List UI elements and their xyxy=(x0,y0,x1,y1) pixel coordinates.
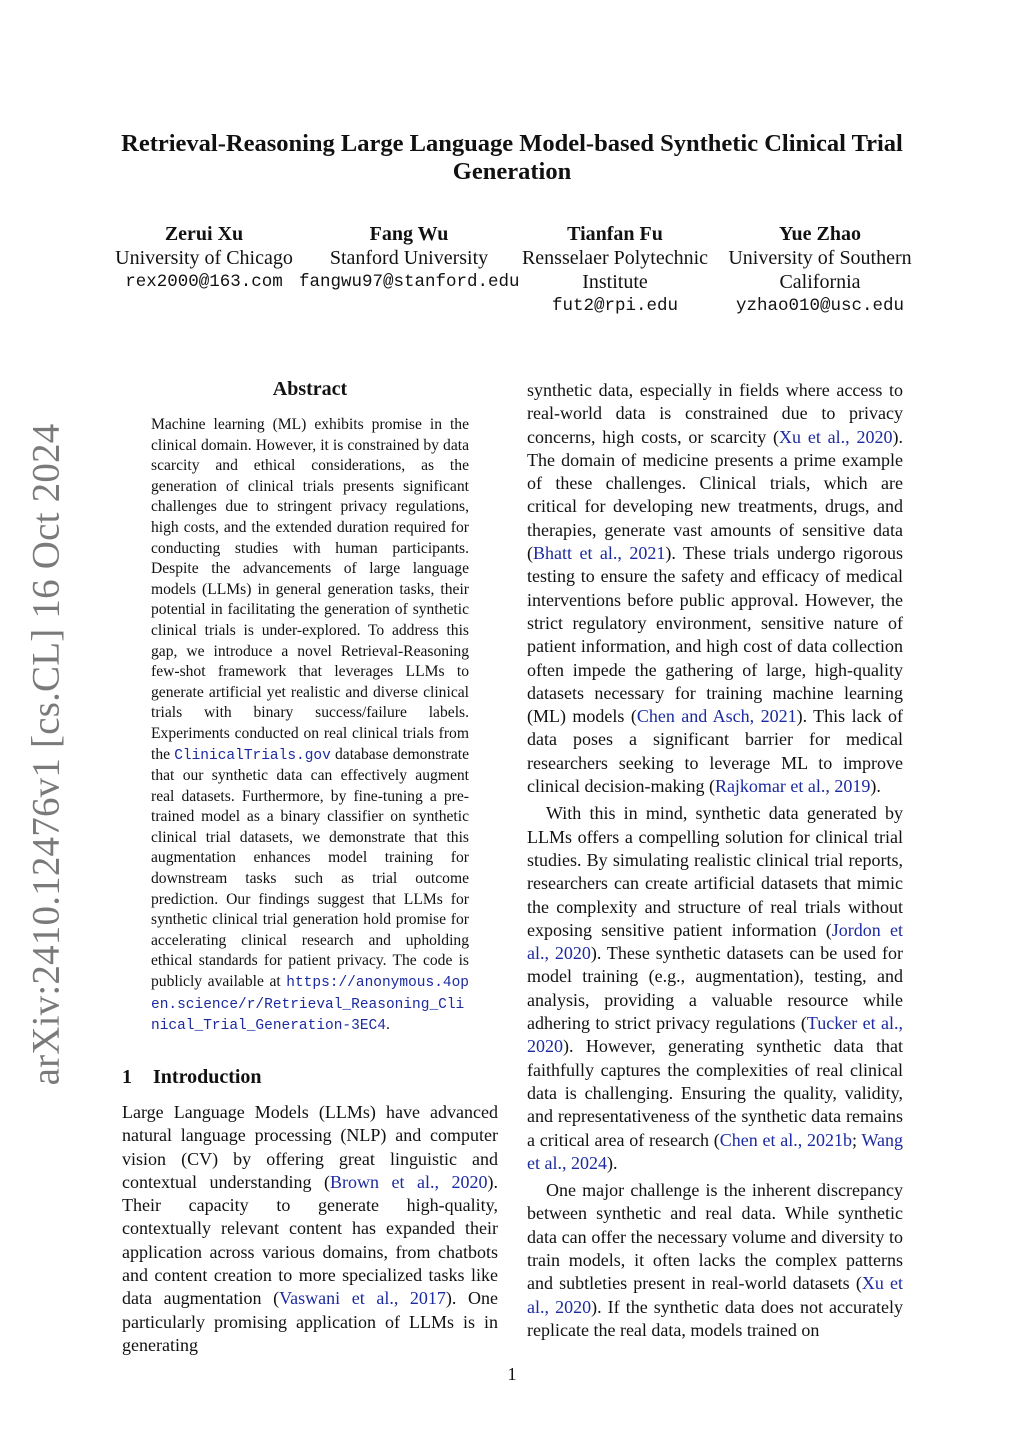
abstract-text-part: Machine learning (ML) exhibits promise in the clinical domain. However, it is constrained by data scarcity and ethical considerations, as the generation of clinical trials presents significant challenges due to stringent privacy regulations, high costs, and the extended duration required for conducting studies with human participants. Despite the advancements of large language models (LLMs) in general generation tasks, their potential in facilitating the generation of synthetic clinical trials is under-explored. To address this gap, we introduce a novel Retrieval-Reasoning few-shot framework that leverages LLMs to generate artificial yet realistic and diverse clinical trials with binary success/failure labels. Experiments conducted on real clinical trials from the xyxy=(151,416,469,763)
page-number: 1 xyxy=(507,1364,517,1384)
arxiv-stamp xyxy=(20,423,72,1085)
citation-link[interactable]: Chen et al., 2021b xyxy=(719,1129,852,1150)
body-text: Large Language Models (LLMs) have advanced natural language processing (NLP) and computer vision (CV) by offering great linguistic and contextual understanding ( xyxy=(122,1102,498,1192)
right-column xyxy=(527,379,903,1342)
intro-paragraph xyxy=(527,379,903,798)
author-name: Yue Zhao xyxy=(778,223,862,245)
body-text: ). xyxy=(606,1152,618,1173)
body-text: ). The domain of medicine presents a prime example of these challenges. Clinical trials, which are critical for developing new treatments, drugs, and therapies, generate vast amounts of sensitive data ( xyxy=(527,426,903,564)
author-name: Zerui Xu xyxy=(164,223,244,245)
author-name: Tianfan Fu xyxy=(567,223,663,245)
citation-link[interactable]: Rajkomar et al., 2019 xyxy=(714,776,871,797)
abstract-text-part: . xyxy=(385,1016,390,1034)
citation-link[interactable]: Vaswani et al., 2017 xyxy=(279,1288,446,1309)
body-text: One major challenge is the inherent discrepancy between synthetic and real data. While synthetic data can offer the necessary volume and diversity to train models, it often lacks the complex patterns and subtleties present in real-world datasets ( xyxy=(527,1180,903,1294)
body-text: ). xyxy=(870,776,881,797)
body-text: With this in mind, synthetic data generated by LLMs offers a compelling solution for clinical trial studies. By simulating realistic clinical trial reports, researchers can create artificial datasets that mimic the complexity and structure of real trials without exposing sensitive patient information ( xyxy=(527,803,903,940)
author-email[interactable]: fut2@rpi.edu xyxy=(551,296,679,316)
intro-paragraph xyxy=(527,802,903,1175)
author-affiliation: Rensselaer Polytechnic xyxy=(521,247,709,269)
author-email[interactable]: fangwu97@stanford.edu xyxy=(299,272,520,292)
citation-link[interactable]: Bhatt et al., 2021 xyxy=(533,543,666,564)
body-text: ). This lack of data poses a significant barrier for medical researchers seeking to leverage ML to improve clinical decision-making ( xyxy=(527,706,903,797)
body-text: ). These synthetic datasets can be used for model training (e.g., augmentation), testing, and analysis, providing a valuable resource while adhering to strict privacy regulations ( xyxy=(527,943,903,1034)
section-number: 1 xyxy=(122,1066,132,1088)
citation-link[interactable]: Xu et al., 2020 xyxy=(527,1273,903,1317)
abstract-heading: Abstract xyxy=(272,378,348,400)
body-text: ). These trials undergo rigorous testing to ensure the safety and efficacy of medical interventions before public approval. However, the strict regulatory environment, sensitive nature of patient information, and high cost of data collection often impede the gathering of large, high-quality datasets necessary for training machine learning (ML) models ( xyxy=(527,543,903,727)
citation-link[interactable]: Jordon et al., 2020 xyxy=(527,919,903,964)
section-heading-introduction xyxy=(122,1066,262,1089)
abstract-text xyxy=(151,415,469,1037)
citation-link[interactable]: Wang et al., 2024 xyxy=(527,1129,903,1173)
author-3 xyxy=(510,222,720,318)
body-text: ). Their capacity to generate high-quality, contextually relevant content has expanded their application across various domains, from chatbots and content creation to more specialized tasks like data augmentation ( xyxy=(122,1171,499,1309)
code-link[interactable]: https://anonymous.4open.science/r/Retrieval_Reasoning_Clinical_Trial_Generation-3EC4 xyxy=(151,975,469,1035)
intro-paragraph xyxy=(527,1179,903,1342)
body-text: ). One particularly promising application of LLMs is in generating xyxy=(122,1288,499,1355)
author-email[interactable]: yzhao010@usc.edu xyxy=(735,296,905,316)
author-affiliation: Stanford University xyxy=(329,247,489,269)
citation-link[interactable]: Tucker et al., 2020 xyxy=(527,1013,903,1057)
author-affiliation: University of Chicago xyxy=(115,247,293,269)
section-title: Introduction xyxy=(153,1066,262,1088)
author-2 xyxy=(299,222,519,294)
author-affiliation: Institute xyxy=(582,271,648,293)
citation-link[interactable]: Brown et al., 2020 xyxy=(329,1171,488,1192)
abstract-text-part: database demonstrate that our synthetic data can effectively augment real datasets. Furthermore, by fine-tuning a pre-trained model as a binary classifier on synthetic clinical trial datasets, we demonstrate that this augmentation enhances model training for downstream tasks such as trial outcome prediction. Our findings suggest that LLMs for synthetic clinical trial generation hold promise for accelerating clinical research and upholding ethical standards for patient privacy. The code is publicly available at xyxy=(151,745,470,991)
body-text: synthetic data, especially in fields where access to real-world data is constrained due to privacy concerns, high costs, or scarcity ( xyxy=(527,380,903,447)
body-text: ; xyxy=(852,1129,862,1150)
body-text: ). However, generating synthetic data that faithfully captures the complexities of real clinical data is challenging. Ensuring the quality, validity, and representativeness of the synthetic data remains a critical area of research ( xyxy=(527,1036,903,1150)
body-text: ). If the synthetic data does not accurately replicate the real data, models trained on xyxy=(527,1296,903,1340)
citation-link[interactable]: Xu et al., 2020 xyxy=(779,426,893,447)
intro-left-paragraph xyxy=(122,1101,498,1357)
author-affiliation: University of Southern xyxy=(728,247,912,269)
citation-link[interactable]: Chen and Asch, 2021 xyxy=(636,706,797,727)
author-name: Fang Wu xyxy=(369,223,449,245)
arxiv-stamp-text: arXiv:2410.12476v1 [cs.CL] 16 Oct 2024 xyxy=(24,423,68,1085)
author-affiliation: California xyxy=(779,271,861,293)
author-1 xyxy=(104,222,304,294)
author-email[interactable]: rex2000@163.com xyxy=(125,272,283,292)
author-4 xyxy=(718,222,922,318)
paper-title: Retrieval-Reasoning Large Language Model-based Synthetic Clinical Trial Generation xyxy=(121,130,903,185)
clinicaltrials-link[interactable]: ClinicalTrials.gov xyxy=(174,747,331,764)
